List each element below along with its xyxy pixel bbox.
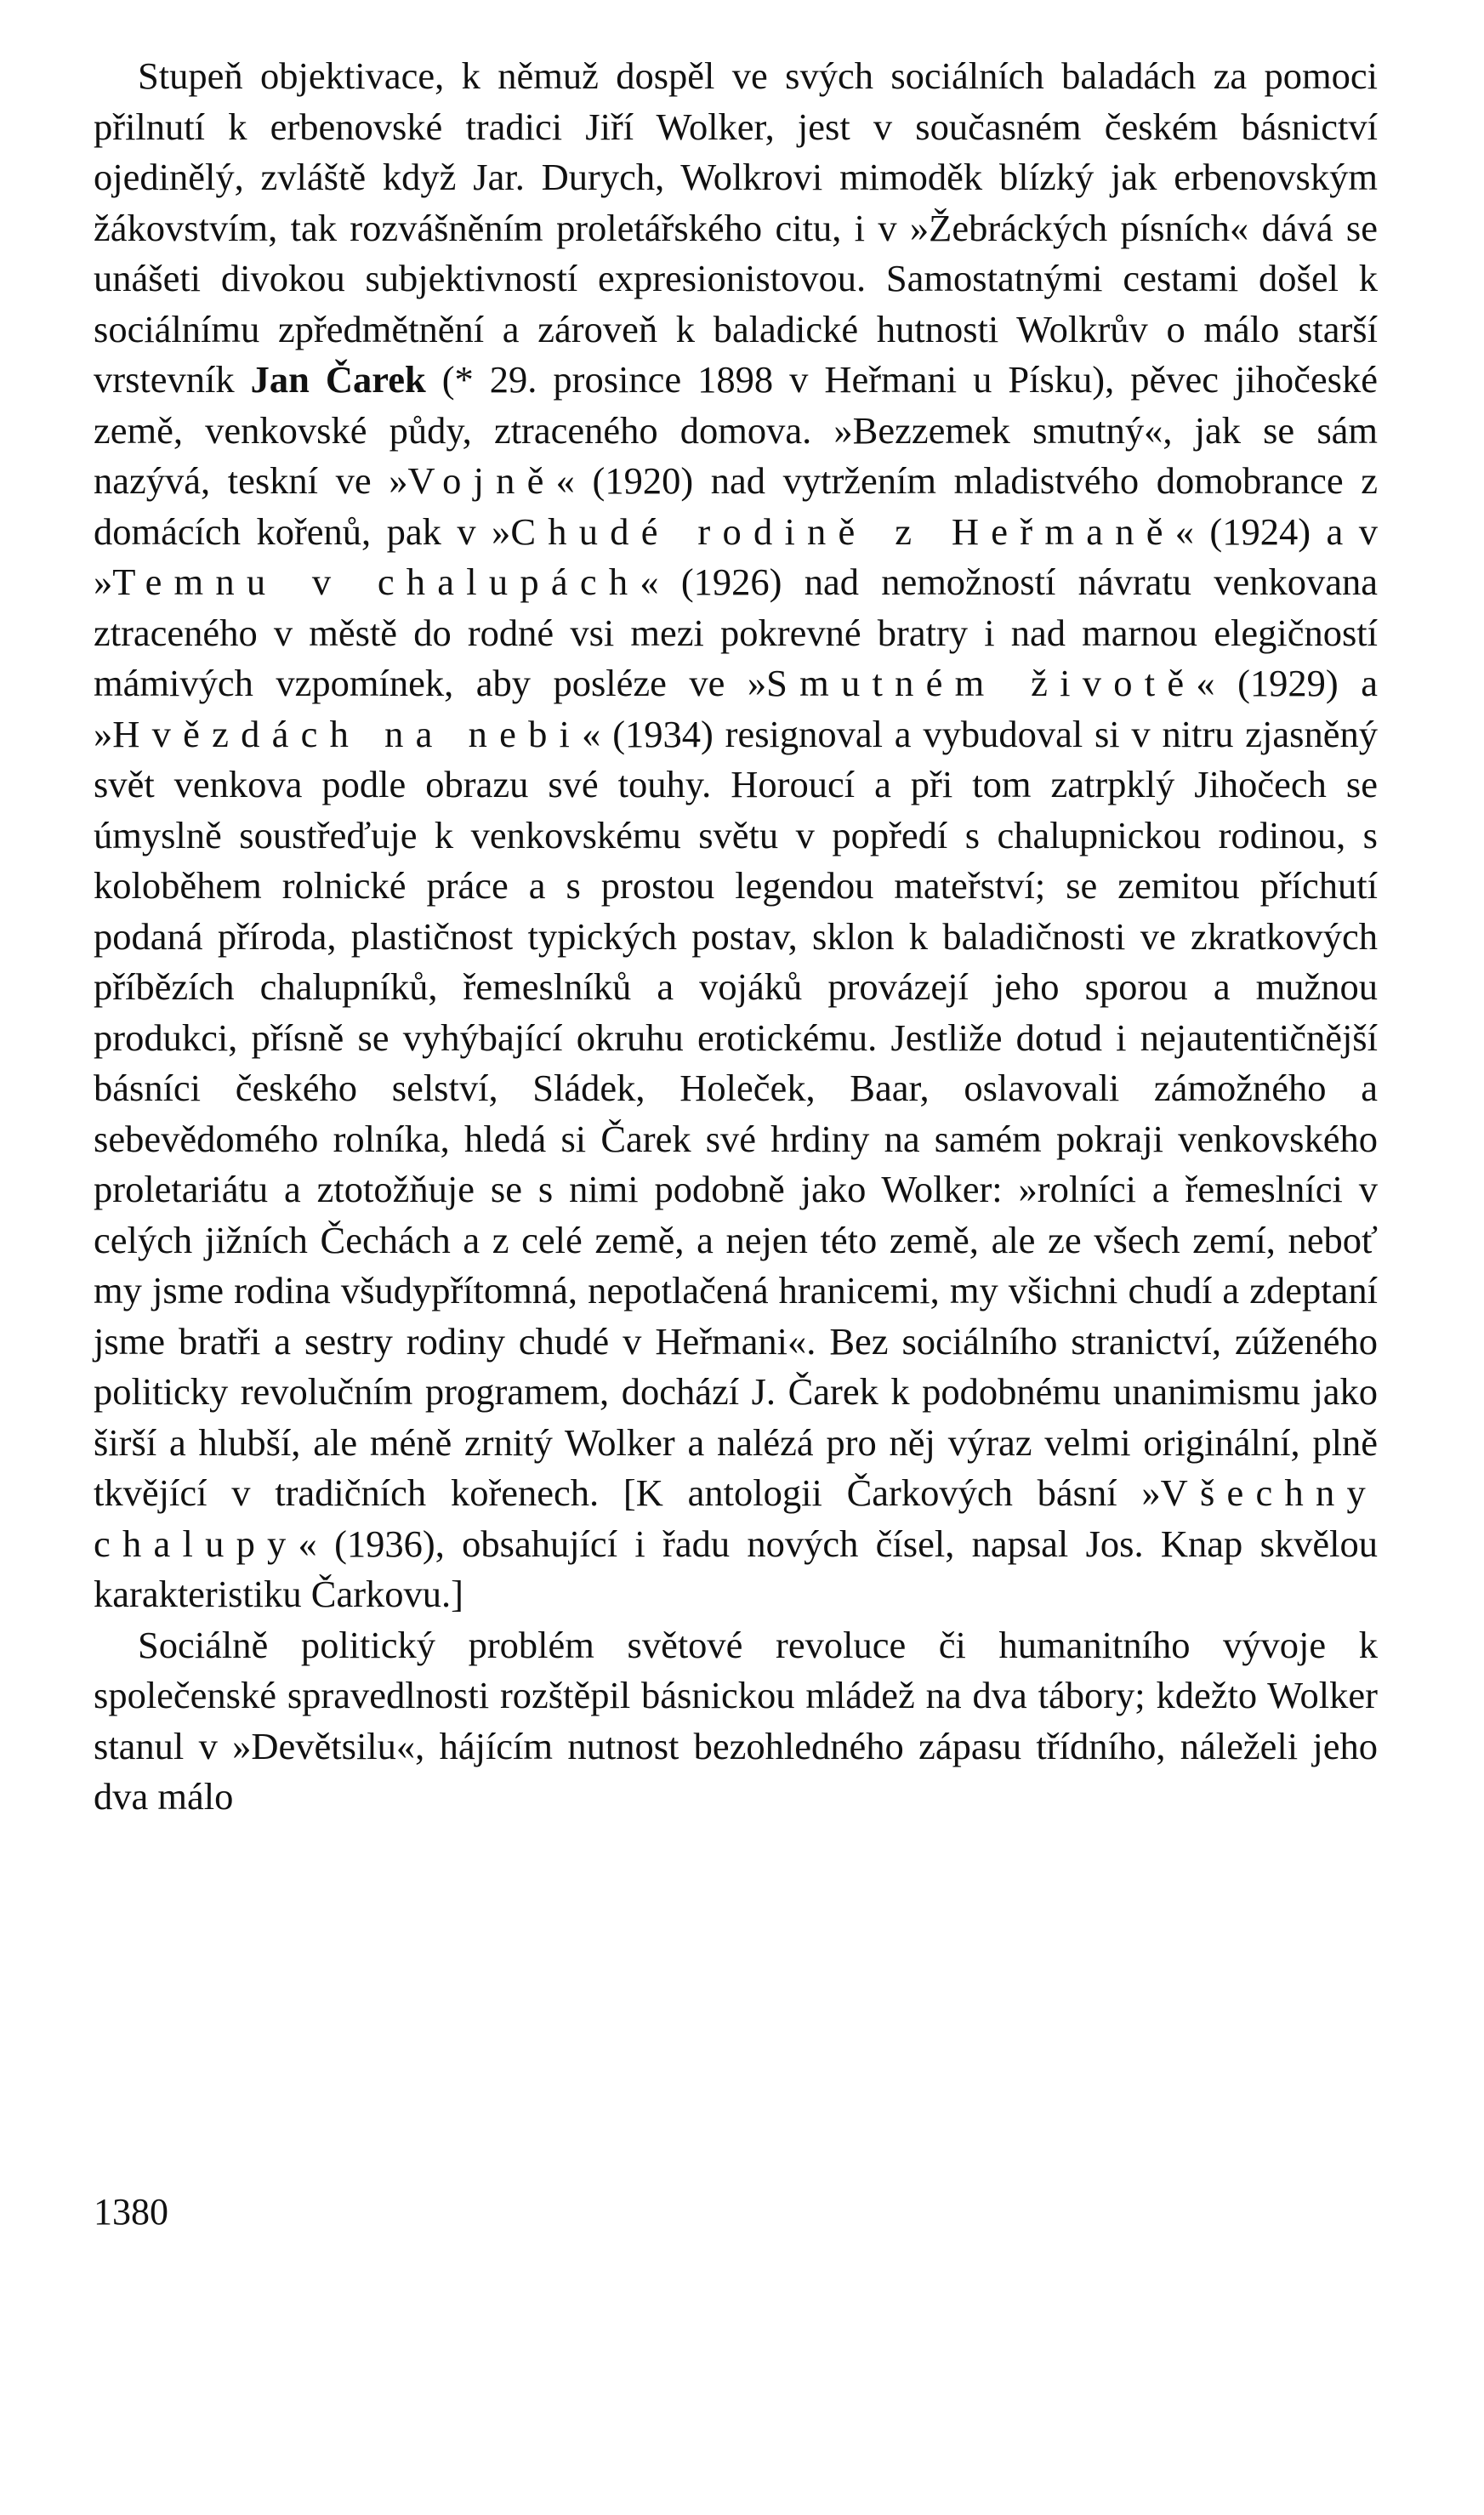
text-segment: « (1924) a v »	[94, 509, 1378, 603]
text-segment: « (1934) resignoval a vybudoval si v nitru zjasněný svět venkova podle obrazu své touhy. Horoucí a při tom zatrpklý Jihočech se úmyslně soustřeďuje k venkovskému světu v popředí s chalupnickou rodinou, s koloběhem rolnické práce a s prostou legendou mateřství; se zemitou příchutí podaná příroda, plastičnost typických postav, sklon k baladičnosti ve zkratkových příbězích chalupníků, řemeslníků a vojáků provázejí jeho sporou a mužnou produkci, přísně se vyhýbající okruhu erotickému. Jestliže dotud i nejautentičnější básníci českého selství, Sládek, Holeček, Baar, oslavovali zámožného a sebevědomého rolníka, hledá si Čarek své hrdiny na samém pokraji venkovského proletariátu a ztotožňuje se s nimi podobně jako Wolker: »rolníci a řemeslníci v celých jižních Čechách a z celé země, a nejen této země, ale ze všech zemí, neboť my jsme rodina všudypřítomná, nepotlačená hranicemi, my všichni chudí a zdeptaní jsme bratři a sestry rodiny chudé v Heřmani«. Bez sociálního stranictví, zúženého politicky revolučním programem, dochází J. Čarek k podobnému unanimismu jako širší a hlubší, ale méně zrnitý Wolker a nalézá pro něj výraz velmi originální, plně tkvějící v tradičních kořenech. [K antologii Čarkových básní »	[94, 712, 1378, 1514]
author-name: Jan Čarek	[250, 358, 426, 401]
text-segment: « (1926) nad nemožností návratu venkovana ztraceného v městě do rodné vsi mezi pokrevné bratry i nad marnou elegičností mámivých vzpomínek, aby posléze ve »	[94, 560, 1378, 704]
work-title: Chudé rodině z Heřmaně	[510, 509, 1175, 553]
text-segment: Stupeň objektivace, k němuž dospěl ve svých sociálních baladách za pomoci přilnutí k erbenovské tradici Jiří Wolker, jest v současném českém básnictví ojedinělý, zvláště když Jar. Durych, Wolkrovi mimoděk blízký jak erbenovským žákovstvím, tak rozvášněním proletářského citu, i v »Žebráckých písních« dává se unášeti divokou subjektivností expresionistovou. Samostatnými cestami došel k sociálnímu zpředmětnění a zároveň k baladické hutnosti Wolkrův o málo starší vrstevník	[94, 54, 1378, 401]
text-segment: « (1920) nad vytržením mladistvého domobrance z domácích kořenů, pak v »	[94, 459, 1378, 553]
page-body	[94, 51, 1378, 1823]
work-title: Smutném životě	[766, 662, 1197, 704]
paragraph-revolution: Sociálně politický problém světové revoluce či humanitního vývoje k společenské spravedlnosti rozštěpil básnickou mládež na dva tábory; kdežto Wolker stanul v »Devětsilu«, hájícím nutnost bezohledného zápasu třídního, náleželi jeho dva málo	[94, 1623, 1378, 1818]
page-number: 1380	[94, 2191, 168, 2233]
work-title: Hvězdách na nebi	[112, 712, 583, 755]
text-segment: (* 29. prosince 1898 v Heřmani u Písku), pěvec jihočeské země, venkovské půdy, ztraceného domova. »Bezzemek smutný«, jak se sám nazývá, teskní ve »	[94, 358, 1378, 502]
work-title: Vojně	[407, 459, 556, 502]
text-segment: « (1936), obsahující i řadu nových čísel, napsal Jos. Knap skvělou karakteristiku Čarkovu.]	[94, 1522, 1378, 1615]
text-segment: « (1929) a »	[94, 662, 1378, 755]
work-title: Temnu v chalupách	[112, 560, 640, 603]
paragraph-carek	[94, 51, 1378, 1620]
work-title: Všechny chalupy	[94, 1471, 1378, 1565]
